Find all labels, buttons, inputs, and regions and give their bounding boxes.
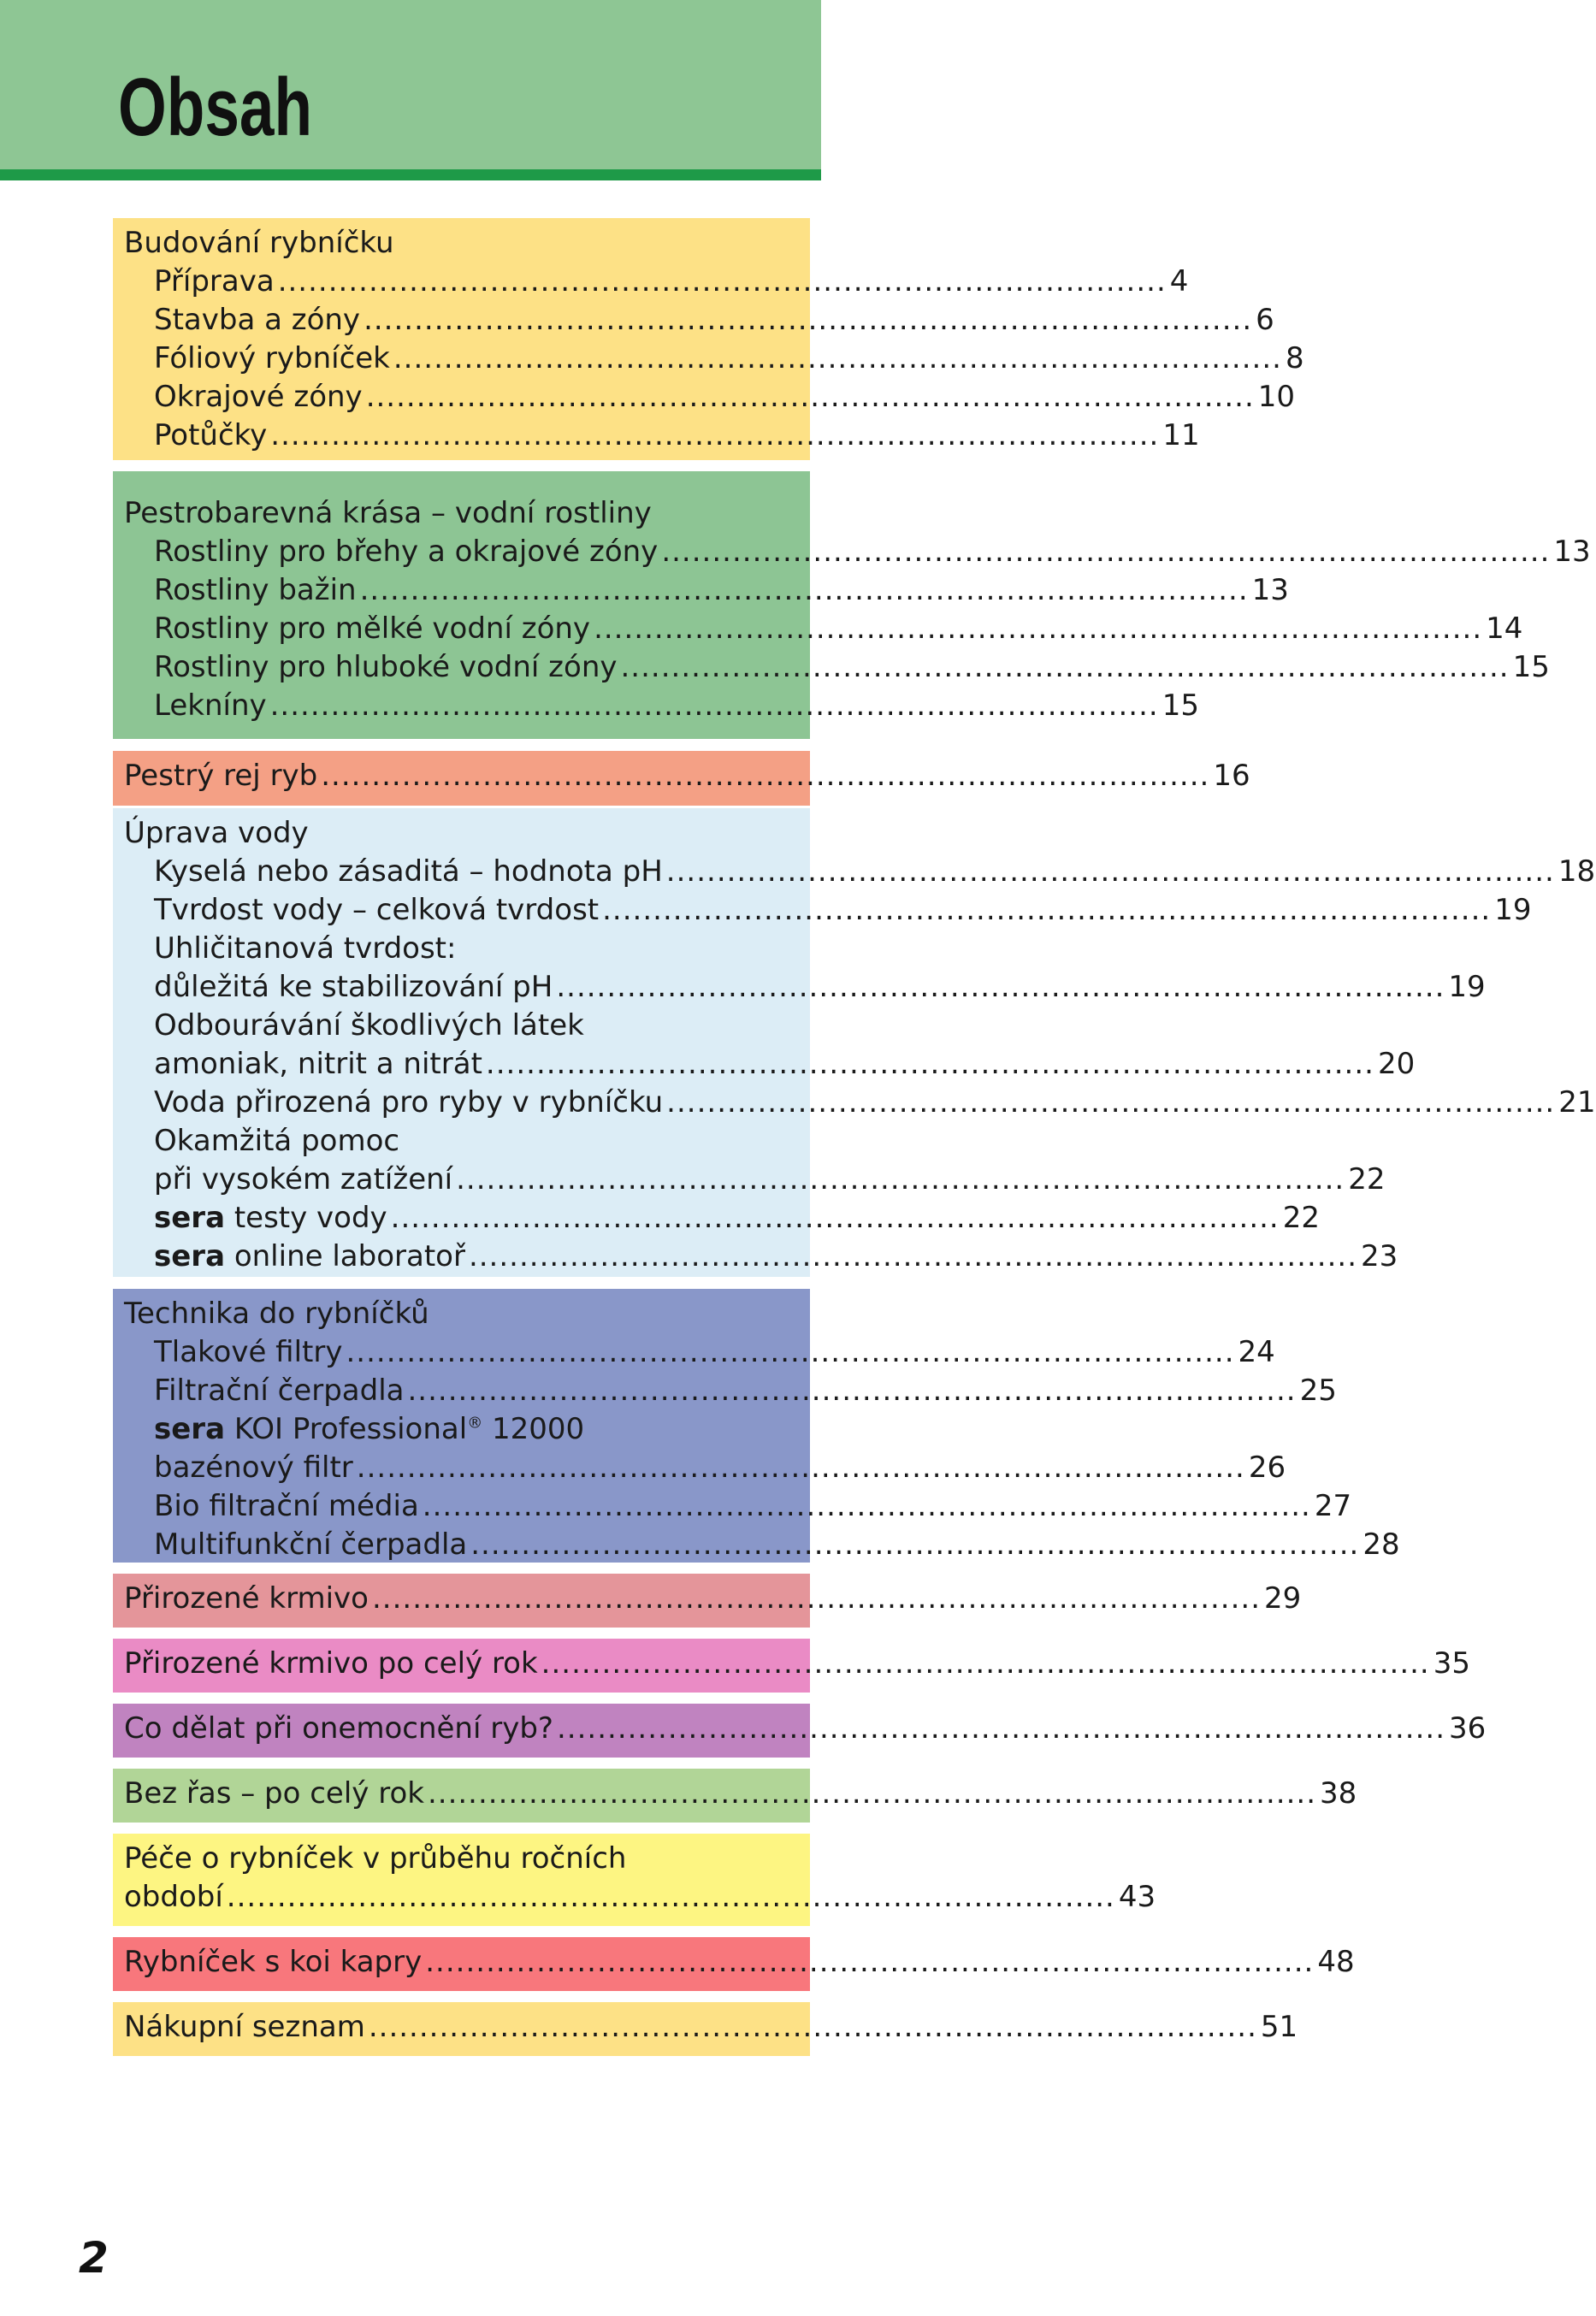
toc-section-nakup — [113, 2002, 1298, 2056]
entry-page: 36 — [1449, 1711, 1487, 1746]
brand-sera: sera — [154, 1201, 226, 1235]
dot-leader: ........................................................................................ — [365, 380, 1255, 414]
toc-section-ryby — [113, 751, 1250, 806]
brand-sera: sera — [154, 1239, 226, 1273]
entry-line — [124, 1410, 810, 1449]
entry-label: Přirozené krmivo — [124, 1581, 369, 1616]
toc-entry[interactable] — [124, 378, 1296, 417]
section-heading: Technika do rybníčků — [124, 1297, 429, 1331]
entry-page: 16 — [1213, 759, 1250, 793]
page-title: Obsah — [118, 62, 313, 153]
toc-section-krmivo-rok — [113, 1639, 1471, 1693]
toc-section-pece — [113, 1834, 1156, 1926]
entry-label: Příprava — [154, 264, 275, 298]
entry-label: Multifunkční čerpadla — [154, 1527, 468, 1562]
dot-leader: ........................................................................................ — [470, 1527, 1360, 1562]
toc-entry[interactable] — [124, 1710, 1487, 1748]
dot-leader: ........................................................................................ — [602, 893, 1492, 927]
dot-leader: ........................................................................................ — [321, 759, 1210, 793]
dot-leader: ........................................................................................ — [556, 970, 1445, 1004]
dot-leader: ........................................................................................ — [666, 1085, 1556, 1120]
toc-section-rostliny — [113, 471, 1591, 739]
toc-entry[interactable] — [124, 1526, 1400, 1564]
dot-leader: ........................................................................................ — [359, 573, 1249, 607]
brand-sera: sera — [154, 1412, 226, 1446]
entry-page: 43 — [1118, 1880, 1156, 1914]
entry-page: 19 — [1494, 893, 1532, 927]
entry-page: 14 — [1486, 611, 1523, 646]
entry-label: Bio filtrační média — [154, 1489, 419, 1523]
dot-leader: ........................................................................................ — [390, 1201, 1280, 1235]
toc-entry[interactable] — [124, 891, 1532, 930]
entry-page: 6 — [1256, 303, 1274, 337]
toc-entry[interactable] — [124, 340, 1304, 378]
entry-label: Rostliny bažin — [154, 573, 357, 607]
entry-page: 11 — [1162, 418, 1200, 452]
entry-label: Nákupní seznam — [124, 2010, 365, 2044]
dot-leader: ........................................................................................ — [356, 1450, 1245, 1485]
dot-leader: ........................................................................................ — [427, 1776, 1317, 1811]
dot-leader: ........................................................................................ — [541, 1646, 1430, 1681]
entry-page: 20 — [1377, 1047, 1416, 1081]
toc-entry[interactable] — [124, 853, 1596, 891]
entry-page: 21 — [1558, 1085, 1596, 1120]
dot-leader: ........................................................................................ — [665, 854, 1555, 889]
toc-entry[interactable] — [124, 1878, 1156, 1917]
entry-label-text: online laboratoř — [225, 1239, 465, 1273]
entry-page: 15 — [1512, 650, 1550, 684]
toc-section-krmivo — [113, 1574, 1302, 1628]
toc-entry[interactable] — [124, 1645, 1471, 1683]
dot-leader: ........................................................................................ — [425, 1945, 1315, 1979]
dot-leader: ........................................................................................ — [485, 1047, 1374, 1081]
entry-line-end: 12000 — [482, 1412, 585, 1446]
entry-label: důležitá ke stabilizování pH — [154, 970, 553, 1004]
dot-leader: ........................................................................................ — [368, 2010, 1257, 2044]
entry-label: Rybníček s koi kapry — [124, 1945, 423, 1979]
toc-section-ras — [113, 1769, 1357, 1823]
entry-page: 13 — [1251, 573, 1289, 607]
entry-label: Přirozené krmivo po celý rok — [124, 1646, 538, 1681]
toc-entry[interactable] — [124, 687, 1199, 725]
entry-label — [154, 1199, 387, 1238]
entry-page: 25 — [1299, 1374, 1337, 1408]
toc-entry[interactable] — [124, 1775, 1357, 1813]
entry-label: Voda přirozená pro ryby v rybníčku — [154, 1085, 664, 1120]
dot-leader: ........................................................................................ — [556, 1711, 1446, 1746]
dot-leader: ........................................................................................ — [346, 1335, 1235, 1369]
section-heading: Budování rybníčku — [124, 226, 394, 260]
entry-label: období — [124, 1880, 223, 1914]
entry-label: Co dělat při onemocnění ryb? — [124, 1711, 553, 1746]
entry-label: Fóliový rybníček — [154, 341, 390, 375]
entry-label: Rostliny pro mělké vodní zóny — [154, 611, 591, 646]
dot-leader: ........................................................................................ — [456, 1162, 1345, 1196]
dot-leader: ........................................................................................ — [269, 688, 1159, 723]
entry-page: 13 — [1553, 535, 1591, 569]
toc-entry[interactable] — [124, 1372, 1337, 1410]
toc-entry[interactable] — [124, 1045, 1416, 1084]
entry-line: Uhličitanová tvrdost: — [154, 931, 457, 966]
entry-page: 51 — [1260, 2010, 1298, 2044]
registered-mark: ® — [467, 1414, 483, 1433]
entry-page: 8 — [1285, 341, 1304, 375]
entry-page: 24 — [1238, 1335, 1275, 1369]
entry-label: Rostliny pro hluboké vodní zóny — [154, 650, 618, 684]
entry-page: 10 — [1257, 380, 1296, 414]
toc-entry[interactable] — [124, 1084, 1596, 1122]
dot-leader: ........................................................................................ — [277, 264, 1167, 298]
dot-leader: ........................................................................................ — [393, 341, 1282, 375]
dot-leader: ........................................................................................ — [468, 1239, 1358, 1273]
entry-page: 15 — [1162, 688, 1199, 723]
entry-page: 29 — [1264, 1581, 1302, 1616]
entry-label: Rostliny pro břehy a okrajové zóny — [154, 535, 659, 569]
entry-label: Tlakové filtry — [154, 1335, 343, 1369]
entry-page: 18 — [1558, 854, 1596, 889]
toc-entry[interactable] — [124, 2008, 1298, 2047]
toc-entry[interactable] — [124, 1487, 1352, 1526]
toc-entry[interactable] — [124, 1199, 1321, 1238]
dot-leader: ........................................................................................ — [270, 418, 1160, 452]
entry-label: Lekníny — [154, 688, 267, 723]
entry-label: Potůčky — [154, 418, 268, 452]
toc-entry[interactable] — [124, 1161, 1386, 1199]
entry-label: Okrajové zóny — [154, 380, 363, 414]
entry-label: amoniak, nitrit a nitrát — [154, 1047, 482, 1081]
entry-label: Filtrační čerpadla — [154, 1374, 405, 1408]
entry-page: 22 — [1348, 1162, 1386, 1196]
entry-label: bazénový filtr — [154, 1450, 353, 1485]
entry-label: Stavba a zóny — [154, 303, 361, 337]
dot-leader: ........................................................................................ — [226, 1880, 1115, 1914]
entry-page: 4 — [1169, 264, 1189, 298]
dot-leader: ........................................................................................ — [422, 1489, 1311, 1523]
toc-entry[interactable] — [124, 533, 1591, 571]
toc-entry[interactable] — [124, 1943, 1355, 1982]
entry-page: 26 — [1248, 1450, 1286, 1485]
entry-line-text: KOI Professional — [225, 1412, 468, 1446]
dot-leader: ........................................................................................ — [371, 1581, 1262, 1616]
toc-section-onemocneni — [113, 1704, 1487, 1758]
entry-page: 22 — [1282, 1201, 1321, 1235]
dot-leader: ........................................................................................ — [364, 303, 1253, 337]
entry-page: 28 — [1363, 1527, 1400, 1562]
toc-entry[interactable] — [124, 1449, 1286, 1487]
entry-page: 35 — [1433, 1646, 1471, 1681]
entry-page: 27 — [1314, 1489, 1352, 1523]
toc-section-technika — [113, 1289, 1400, 1563]
entry-label: Kyselá nebo zásaditá – hodnota pH — [154, 854, 663, 889]
toc-entry[interactable] — [124, 263, 1189, 301]
section-heading: Úprava vody — [124, 816, 309, 850]
dot-leader: ........................................................................................ — [620, 650, 1510, 684]
dot-leader: ........................................................................................ — [661, 535, 1551, 569]
page-number: 2 — [79, 2233, 109, 2283]
section-heading: Pestrobarevná krása – vodní rostliny — [124, 496, 652, 530]
toc-entry[interactable] — [124, 968, 1486, 1007]
toc-entry[interactable] — [124, 301, 1274, 340]
toc-entry[interactable] — [124, 1238, 1398, 1276]
dot-leader: ........................................................................................ — [594, 611, 1483, 646]
entry-page: 19 — [1448, 970, 1486, 1004]
entry-label: při vysokém zatížení — [154, 1162, 453, 1196]
toc-section-voda — [113, 808, 1596, 1277]
dot-leader: ........................................................................................ — [407, 1374, 1297, 1408]
toc-entry[interactable] — [124, 571, 1289, 610]
toc-entry[interactable] — [124, 1333, 1275, 1372]
entry-label: Bez řas – po celý rok — [124, 1776, 424, 1811]
entry-label: Pestrý rej ryb — [124, 759, 318, 793]
entry-page: 48 — [1317, 1945, 1355, 1979]
toc-section-koi — [113, 1937, 1355, 1991]
entry-label — [154, 1238, 465, 1276]
entry-line: Okamžitá pomoc — [154, 1124, 400, 1158]
toc-entry[interactable] — [124, 610, 1523, 648]
toc-entry[interactable] — [124, 417, 1200, 455]
toc-entry[interactable] — [124, 648, 1550, 687]
toc-entry[interactable] — [124, 1580, 1302, 1618]
toc-entry[interactable] — [124, 757, 1250, 795]
header-rule — [0, 169, 821, 180]
entry-line: Péče o rybníček v průběhu ročních — [124, 1841, 627, 1876]
entry-page: 38 — [1320, 1776, 1357, 1811]
entry-page: 23 — [1361, 1239, 1398, 1273]
toc-section-budovani — [113, 218, 1304, 460]
entry-line: Odbourávání škodlivých látek — [154, 1008, 584, 1043]
entry-label: Tvrdost vody – celková tvrdost — [154, 893, 600, 927]
entry-label-text: testy vody — [225, 1201, 387, 1235]
